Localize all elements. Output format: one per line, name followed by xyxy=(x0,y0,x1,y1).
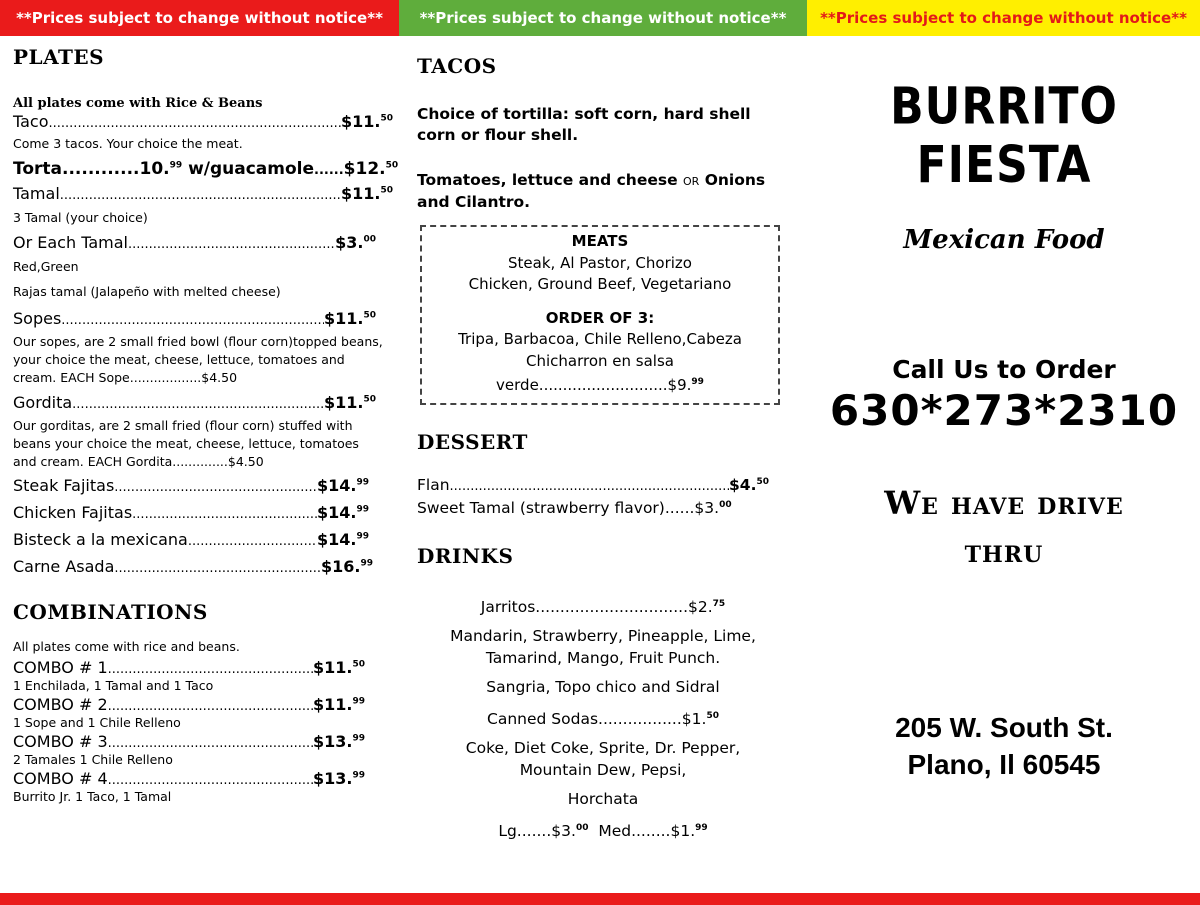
price-notice-banner-right: **Prices subject to change without notice** xyxy=(807,0,1200,36)
menu-item-note: Our gorditas, are 2 small fried (flour corn) stuffed with beans your choice the meat, cheese, lettuce, tomatoes and cream. EACH Gordita..............$4.50 xyxy=(13,418,359,469)
plates-title: PLATES xyxy=(13,45,105,69)
menu-item-note: 2 Tamales 1 Chile Relleno xyxy=(13,752,173,767)
address: 205 W. South St. Plano, Il 60545 xyxy=(895,712,1113,780)
menu-item-note: Come 3 tacos. Your choice the meat. xyxy=(13,136,243,151)
order-of-3-title: ORDER OF 3: xyxy=(545,308,655,327)
bottom-red-bar xyxy=(0,893,1200,905)
menu-item-note: Red,Green xyxy=(13,259,79,274)
drinks-title: DRINKS xyxy=(417,543,514,568)
menu-item-bisteck: Bisteck a la mexicana ..... $14.99 xyxy=(13,530,393,549)
plates-lead: All plates come with Rice & Beans xyxy=(13,96,263,111)
toppings-choice: Tomatoes, lettuce and cheese OR Onions and Cilantro. xyxy=(417,171,766,211)
dessert-title: DESSERT xyxy=(417,429,528,454)
price-notice-banner-left: **Prices subject to change without notice** xyxy=(0,0,399,36)
menu-item-sweet-tamal: Sweet Tamal (strawberry flavor)......$3.00 xyxy=(417,498,732,517)
menu-item-combo-1: COMBO # 1 ..... $11.50 xyxy=(13,658,393,677)
menu-item-flan: Flan ..... $4.50 xyxy=(417,476,769,494)
menu-item-note: 3 Tamal (your choice) xyxy=(13,210,148,225)
drink-sangria: Sangria, Topo chico and Sidral xyxy=(486,677,720,696)
drinks-list xyxy=(417,593,789,842)
restaurant-subtitle: Mexican Food xyxy=(903,225,1105,255)
drink-horchata-sizes: Lg.......$3.00 Med........$1.99 xyxy=(498,821,708,840)
menu-item-taco: Taco ..... $11.50 xyxy=(13,112,393,131)
menu-item-each-tamal: Or Each Tamal ..... $3.00 xyxy=(13,233,393,252)
phone-number: 630*273*2310 xyxy=(829,386,1179,435)
meats-line: Chicken, Ground Beef, Vegetariano xyxy=(468,275,732,293)
menu-item-note: 1 Enchilada, 1 Tamal and 1 Taco xyxy=(13,678,214,693)
order-line: Tripa, Barbacoa, Chile Relleno,Cabeza xyxy=(458,330,742,348)
combinations-title: COMBINATIONS xyxy=(13,600,208,624)
drink-jarritos: Jarritos...............................$2.75 xyxy=(480,597,726,616)
meats-line: Steak, Al Pastor, Chorizo xyxy=(508,253,692,272)
combinations-lead: All plates come with rice and beans. xyxy=(13,639,240,654)
menu-item-note: 1 Sope and 1 Chile Relleno xyxy=(13,715,181,730)
restaurant-logo: BURRITO FIESTA xyxy=(890,77,1118,195)
call-to-order: Call Us to Order xyxy=(892,355,1116,384)
menu-item-gordita: Gordita ..... $11.50 xyxy=(13,393,393,412)
menu-item-note: Our sopes, are 2 small fried bowl (flour corn)topped beans, your choice the meat, cheese, lettuce, tomatoes and cream. EACH Sope..................$4.50 xyxy=(13,334,383,385)
menu-item-tamal: Tamal ..... $11.50 xyxy=(13,184,393,203)
tacos-title: TACOS xyxy=(417,54,497,78)
plates-column xyxy=(13,40,399,806)
drink-horchata: Horchata xyxy=(567,789,639,808)
menu-item-note: Rajas tamal (Jalapeño with melted cheese) xyxy=(13,284,281,299)
menu-item-carne-asada: Carne Asada ..... $16.99 xyxy=(13,557,393,576)
menu-item-steak-fajitas: Steak Fajitas ..... $14.99 xyxy=(13,476,393,495)
menu-item-combo-4: COMBO # 4 ..... $13.99 xyxy=(13,769,393,788)
drink-sodas: Coke, Diet Coke, Sprite, Dr. Pepper, Mountain Dew, Pepsi, xyxy=(465,738,741,779)
order-line: Chicharron en salsa xyxy=(526,351,674,370)
order-line: verde...........................$9.99 xyxy=(496,376,704,394)
meats-box xyxy=(420,225,780,405)
brand-column xyxy=(808,77,1200,783)
price-notice-banner-middle: **Prices subject to change without notice** xyxy=(399,0,807,36)
menu-item-chicken-fajitas: Chicken Fajitas ..... $14.99 xyxy=(13,503,393,522)
drink-flavors: Mandarin, Strawberry, Pineapple, Lime, Tamarind, Mango, Fruit Punch. xyxy=(450,626,756,667)
drive-thru-notice: We have drive thru xyxy=(884,484,1124,570)
menu-item-torta: Torta............10.99 w/guacamole...... $12.50 xyxy=(13,159,399,179)
menu-item-sopes: Sopes ..... $11.50 xyxy=(13,309,393,328)
tacos-column xyxy=(417,50,795,842)
menu-item-note: Burrito Jr. 1 Taco, 1 Tamal xyxy=(13,789,172,804)
menu-item-combo-3: COMBO # 3 ..... $13.99 xyxy=(13,732,393,751)
drink-canned-sodas: Canned Sodas.................$1.50 xyxy=(487,709,719,728)
menu-item-combo-2: COMBO # 2 ..... $11.99 xyxy=(13,695,393,714)
meats-title: MEATS xyxy=(571,232,629,250)
tortilla-choice: Choice of tortilla: soft corn, hard shell corn or flour shell. xyxy=(417,105,751,144)
